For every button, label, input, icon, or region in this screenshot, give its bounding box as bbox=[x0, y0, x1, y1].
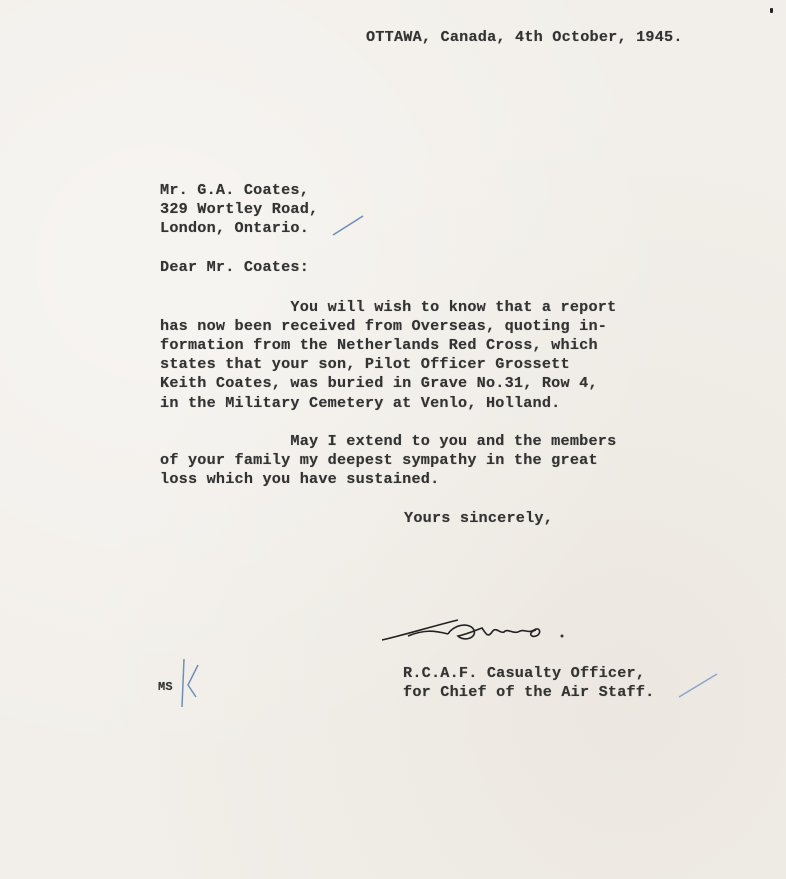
recipient-city: London, Ontario. bbox=[160, 219, 310, 237]
body-line: loss which you have sustained. bbox=[160, 470, 440, 488]
body-line: states that your son, Pilot Officer Grossett bbox=[160, 355, 570, 373]
body-line: You will wish to know that a report bbox=[160, 298, 617, 316]
signature-title-line: R.C.A.F. Casualty Officer, bbox=[403, 664, 646, 682]
body-line: formation from the Netherlands Red Cross, which bbox=[160, 336, 598, 354]
pencil-initial-mark bbox=[176, 655, 206, 710]
salutation: Dear Mr. Coates: bbox=[160, 258, 310, 276]
dateline: OTTAWA, Canada, 4th October, 1945. bbox=[366, 28, 683, 46]
recipient-name: Mr. G.A. Coates, bbox=[160, 181, 310, 199]
handwritten-signature bbox=[378, 612, 588, 652]
pencil-check-mark bbox=[676, 670, 720, 700]
closing: Yours sincerely, bbox=[404, 509, 554, 527]
recipient-street: 329 Wortley Road, bbox=[160, 200, 319, 218]
body-line: Keith Coates, was buried in Grave No.31, Row 4, bbox=[160, 374, 598, 392]
body-line: in the Military Cemetery at Venlo, Holland. bbox=[160, 394, 561, 412]
signature-title-line: for Chief of the Air Staff. bbox=[403, 683, 655, 701]
body-line: May I extend to you and the members bbox=[160, 432, 617, 450]
ink-speck bbox=[770, 8, 773, 13]
typist-initials: MS bbox=[158, 680, 173, 694]
body-line: of your family my deepest sympathy in the great bbox=[160, 451, 598, 469]
body-line: has now been received from Overseas, quoting in- bbox=[160, 317, 608, 335]
pencil-check-mark bbox=[330, 212, 366, 238]
